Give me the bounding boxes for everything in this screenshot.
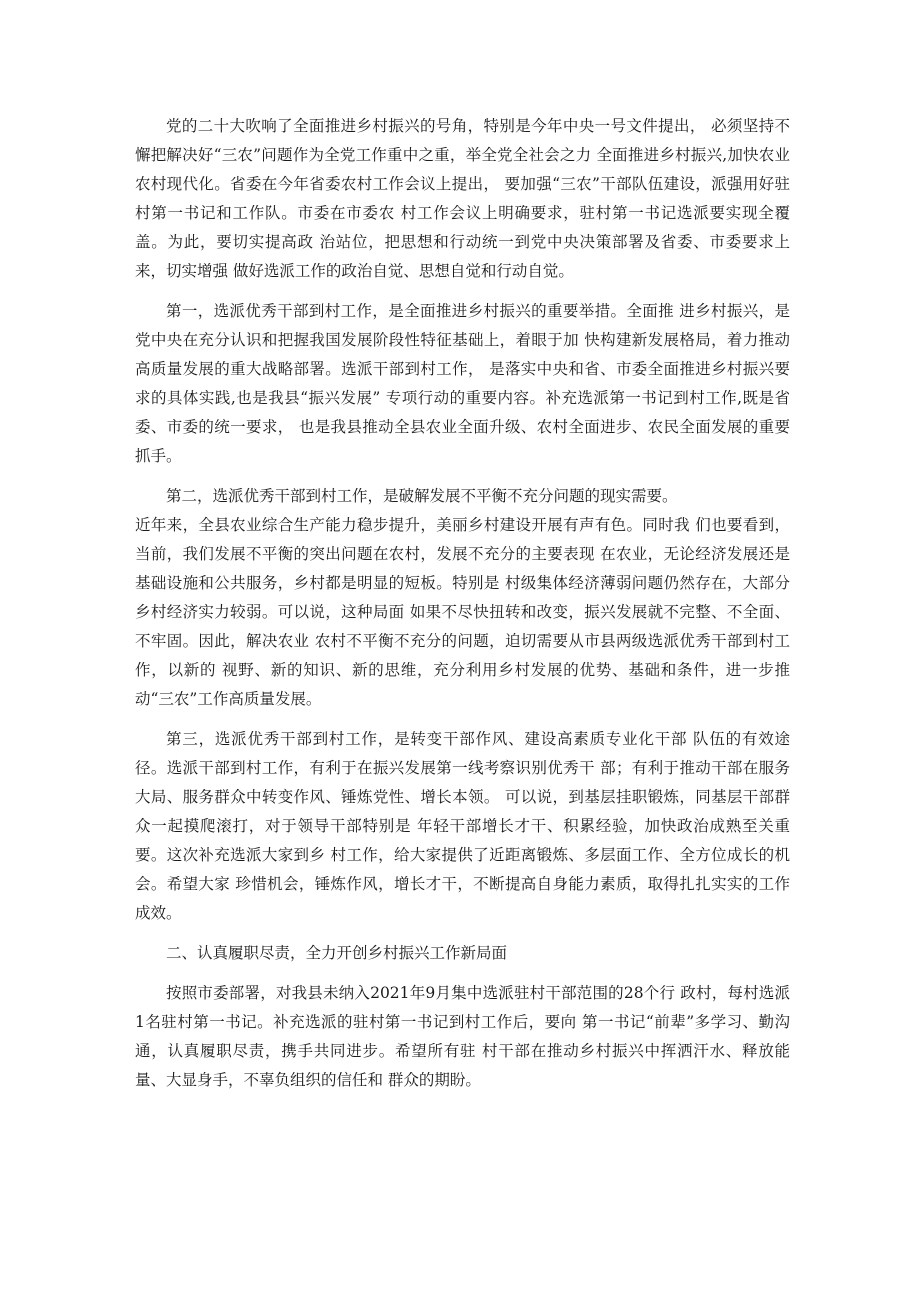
paragraph-second-point-lead: 第二，选派优秀干部到村工作，是破解发展不平衡不充分问题的现实需要。 <box>166 487 678 505</box>
section-heading: 二、认真履职尽责，全力开创乡村振兴工作新局面 <box>166 944 508 962</box>
paragraph-first-point: 第一，选派优秀干部到村工作，是全面推进乡村振兴的重要举措。全面推 进乡村振兴，是党中央在充分认识和把握我国发展阶段性特征基础上，着眼于加 快构建新发展格局，着力推动高质量发展的重大战略部署。选派干部到村工作， 是落实中央和省、市委全面推进乡村振兴要求的具体实践,也是我县“振兴发展” 专项行动的重要内容。补充选派第一书记到村工作,既是省委、市委的统一要求， 也是我县推动全县农业全面升级、农村全面进步、农民全面发展的重要抓手。 <box>135 302 790 465</box>
paragraph-third-point: 第三，选派优秀干部到村工作，是转变干部作风、建设高素质专业化干部 队伍的有效途径。选派干部到村工作，有利于在振兴发展第一线考察识别优秀干 部；有利于推动干部在服务大局、服务群众中转变作风、锤炼党性、增长本领。 可以说，到基层挂职锻炼，同基层干部群众一起摸爬滚打，对于领导干部特别是 年轻干部增长才干、积累经验，加快政治成熟至关重要。这次补充选派大家到乡 村工作，给大家提供了近距离锻炼、多层面工作、全方位成长的机会。希望大家 珍惜机会，锤炼作风，增长才干，不断提高自身能力素质，取得扎扎实实的工作 成效。 <box>135 730 790 922</box>
paragraph-intro: 党的二十大吹响了全面推进乡村振兴的号角，特别是今年中央一号文件提出， 必须坚持不懈把解决好“三农”问题作为全党工作重中之重，举全党全社会之力 全面推进乡村振兴,加快农业农村现代化。省委在今年省委农村工作会议上提出， 要加强“三农”干部队伍建设，派强用好驻村第一书记和工作队。市委在市委农 村工作会议上明确要求，驻村第一书记选派要实现全覆盖。为此，要切实提高政 治站位，把思想和行动统一到党中央决策部署及省委、市委要求上来，切实增强 做好选派工作的政治自觉、思想自觉和行动自觉。 <box>135 117 790 280</box>
document-body <box>135 112 790 1106</box>
paragraph-deployment: 按照市委部署，对我县未纳入2021年9月集中选派驻村干部范围的28个行 政村，每村选派1名驻村第一书记。补充选派的驻村第一书记到村工作后，要向 第一书记“前辈”多学习、勤沟通，认真履职尽责，携手共同进步。希望所有驻 村干部在推动乡村振兴中挥洒汗水、释放能量、大显身手，不辜负组织的信任和 群众的期盼。 <box>135 984 790 1089</box>
paragraph-second-point-body: 近年来，全县农业综合生产能力稳步提升，美丽乡村建设开展有声有色。同时我 们也要看到，当前，我们发展不平衡的突出问题在农村，发展不充分的主要表现 在农业，无论经济发展还是基础设施和公共服务，乡村都是明显的短板。特别是 村级集体经济薄弱问题仍然存在，大部分乡村经济实力较弱。可以说，这种局面 如果不尽快扭转和改变，振兴发展就不完整、不全面、不牢固。因此，解决农业 农村不平衡不充分的问题，迫切需要从市县两级选派优秀干部到村工作，以新的 视野、新的知识、新的思维，充分利用乡村发展的优势、基础和条件，进一步推 动“三农”工作高质量发展。 <box>135 516 790 708</box>
